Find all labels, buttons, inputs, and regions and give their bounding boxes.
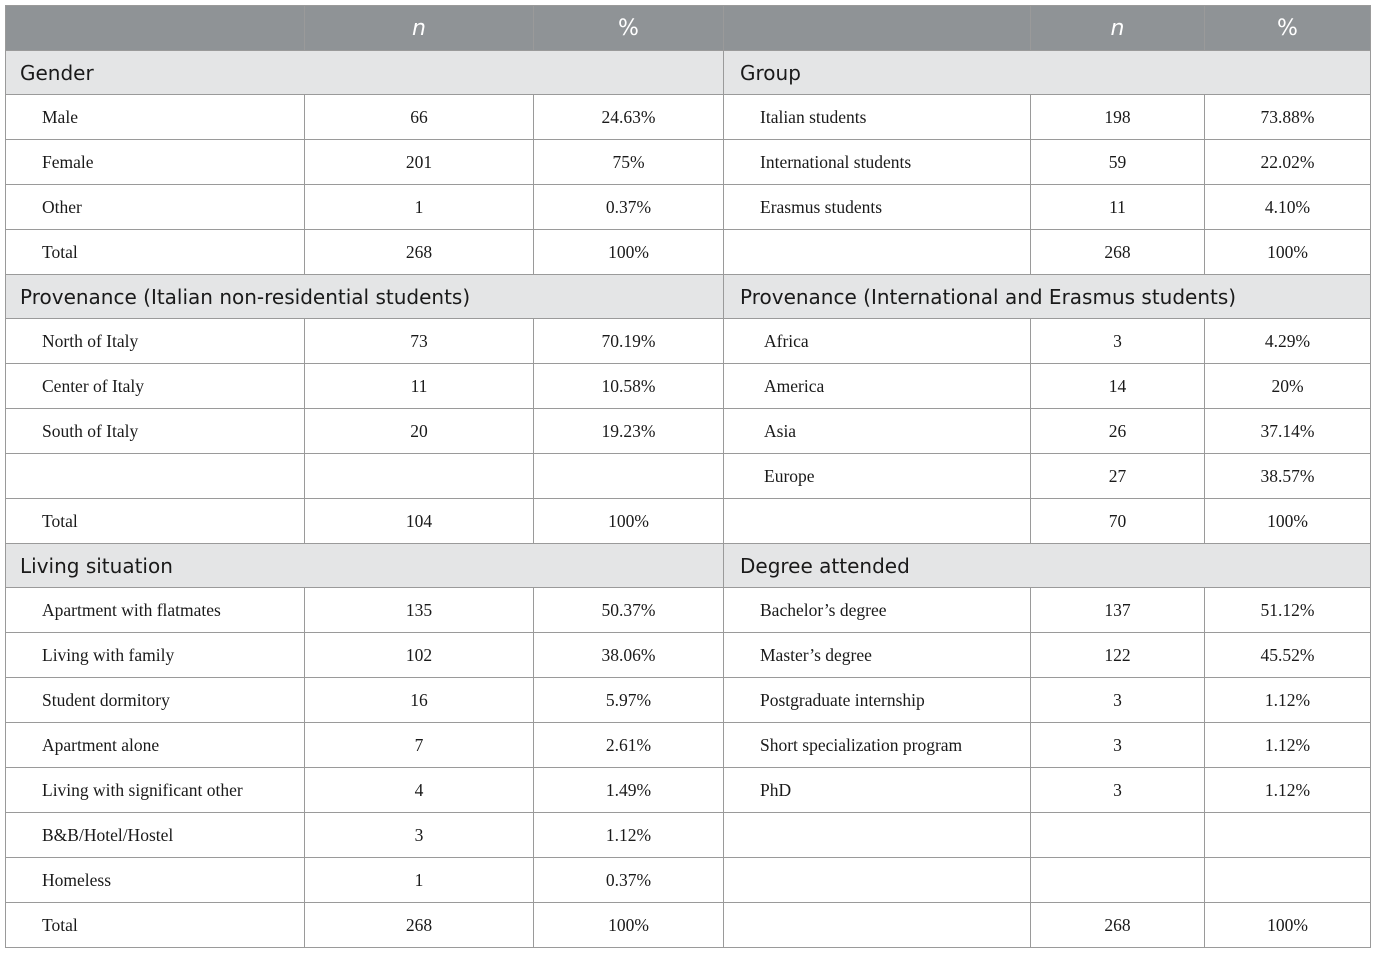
row-label: International students — [724, 140, 1031, 185]
row-label: Bachelor’s degree — [724, 588, 1031, 633]
row-label: PhD — [724, 768, 1031, 813]
row-pct — [1205, 813, 1371, 858]
section-title-provenance-international: Provenance (International and Erasmus students) — [724, 275, 1371, 319]
row-n: 268 — [305, 230, 534, 275]
table-row — [6, 723, 1371, 768]
row-pct: 19.23% — [534, 409, 724, 454]
row-label — [724, 903, 1031, 948]
row-n: 73 — [305, 319, 534, 364]
row-n: 3 — [305, 813, 534, 858]
row-label: Total — [6, 230, 305, 275]
row-n: 16 — [305, 678, 534, 723]
row-pct: 0.37% — [534, 185, 724, 230]
row-n — [1031, 813, 1205, 858]
row-n: 268 — [1031, 903, 1205, 948]
row-label: Male — [6, 95, 305, 140]
row-pct: 100% — [534, 499, 724, 544]
header-empty-left — [6, 6, 305, 51]
table-row — [6, 95, 1371, 140]
header-n-left: n — [305, 6, 534, 51]
row-label: Short specialization program — [724, 723, 1031, 768]
row-n: 3 — [1031, 768, 1205, 813]
section-title-provenance-italian: Provenance (Italian non-residential students) — [6, 275, 724, 319]
row-pct: 1.12% — [1205, 768, 1371, 813]
header-pct-left: % — [534, 6, 724, 51]
row-pct: 2.61% — [534, 723, 724, 768]
demographics-table — [5, 5, 1371, 948]
row-label: Italian students — [724, 95, 1031, 140]
row-n: 11 — [1031, 185, 1205, 230]
row-n: 66 — [305, 95, 534, 140]
table-row — [6, 633, 1371, 678]
section-title-group: Group — [724, 51, 1371, 95]
row-n: 135 — [305, 588, 534, 633]
row-pct: 37.14% — [1205, 409, 1371, 454]
row-label: Other — [6, 185, 305, 230]
table-row — [6, 454, 1371, 499]
table-row — [6, 185, 1371, 230]
row-n: 7 — [305, 723, 534, 768]
table-row — [6, 140, 1371, 185]
row-label: B&B/Hotel/Hostel — [6, 813, 305, 858]
row-n: 70 — [1031, 499, 1205, 544]
row-label: Europe — [724, 454, 1031, 499]
row-n: 102 — [305, 633, 534, 678]
section-title-gender: Gender — [6, 51, 724, 95]
row-pct: 1.49% — [534, 768, 724, 813]
row-pct: 100% — [1205, 903, 1371, 948]
table-row — [6, 588, 1371, 633]
row-n: 11 — [305, 364, 534, 409]
row-pct: 38.06% — [534, 633, 724, 678]
row-pct: 75% — [534, 140, 724, 185]
row-n: 268 — [1031, 230, 1205, 275]
table-row — [6, 768, 1371, 813]
row-n: 1 — [305, 858, 534, 903]
table-row-total — [6, 903, 1371, 948]
row-pct: 0.37% — [534, 858, 724, 903]
row-n: 3 — [1031, 723, 1205, 768]
row-pct: 1.12% — [1205, 723, 1371, 768]
row-pct: 100% — [534, 230, 724, 275]
row-n: 14 — [1031, 364, 1205, 409]
row-n: 4 — [305, 768, 534, 813]
row-n: 20 — [305, 409, 534, 454]
row-pct: 70.19% — [534, 319, 724, 364]
row-pct: 1.12% — [1205, 678, 1371, 723]
row-label: Total — [6, 903, 305, 948]
table-row — [6, 364, 1371, 409]
row-pct: 100% — [1205, 230, 1371, 275]
row-pct: 45.52% — [1205, 633, 1371, 678]
section-row-living-degree — [6, 544, 1371, 588]
row-n: 3 — [1031, 678, 1205, 723]
row-n — [305, 454, 534, 499]
row-label — [724, 813, 1031, 858]
row-pct: 10.58% — [534, 364, 724, 409]
header-empty-right — [724, 6, 1031, 51]
row-n: 201 — [305, 140, 534, 185]
row-pct: 38.57% — [1205, 454, 1371, 499]
row-label — [6, 454, 305, 499]
row-pct: 1.12% — [534, 813, 724, 858]
row-n: 198 — [1031, 95, 1205, 140]
row-label: Apartment with flatmates — [6, 588, 305, 633]
row-pct: 4.29% — [1205, 319, 1371, 364]
row-label — [724, 858, 1031, 903]
row-pct: 50.37% — [534, 588, 724, 633]
row-n: 137 — [1031, 588, 1205, 633]
row-pct: 4.10% — [1205, 185, 1371, 230]
row-pct: 100% — [534, 903, 724, 948]
row-label: Homeless — [6, 858, 305, 903]
row-label: Postgraduate internship — [724, 678, 1031, 723]
section-title-living: Living situation — [6, 544, 724, 588]
row-label: Living with significant other — [6, 768, 305, 813]
row-n: 268 — [305, 903, 534, 948]
section-row-gender-group — [6, 51, 1371, 95]
row-label: Africa — [724, 319, 1031, 364]
table-row-total — [6, 230, 1371, 275]
table-row — [6, 858, 1371, 903]
row-n: 122 — [1031, 633, 1205, 678]
row-pct: 20% — [1205, 364, 1371, 409]
table-row — [6, 678, 1371, 723]
row-pct: 51.12% — [1205, 588, 1371, 633]
row-label: Living with family — [6, 633, 305, 678]
section-row-provenance — [6, 275, 1371, 319]
row-label: Erasmus students — [724, 185, 1031, 230]
table-row — [6, 319, 1371, 364]
header-n-right: n — [1031, 6, 1205, 51]
row-label: Apartment alone — [6, 723, 305, 768]
table-row — [6, 813, 1371, 858]
row-pct: 73.88% — [1205, 95, 1371, 140]
row-n: 26 — [1031, 409, 1205, 454]
row-pct: 5.97% — [534, 678, 724, 723]
row-n: 59 — [1031, 140, 1205, 185]
row-n: 27 — [1031, 454, 1205, 499]
table-row-total — [6, 499, 1371, 544]
row-label — [724, 230, 1031, 275]
row-pct: 22.02% — [1205, 140, 1371, 185]
table-row — [6, 409, 1371, 454]
row-pct: 24.63% — [534, 95, 724, 140]
row-pct — [1205, 858, 1371, 903]
row-label: Center of Italy — [6, 364, 305, 409]
header-pct-right: % — [1205, 6, 1371, 51]
row-n: 3 — [1031, 319, 1205, 364]
row-n: 1 — [305, 185, 534, 230]
row-label — [724, 499, 1031, 544]
row-label: America — [724, 364, 1031, 409]
row-pct: 100% — [1205, 499, 1371, 544]
row-label: South of Italy — [6, 409, 305, 454]
row-label: North of Italy — [6, 319, 305, 364]
row-label: Total — [6, 499, 305, 544]
row-label: Female — [6, 140, 305, 185]
row-label: Student dormitory — [6, 678, 305, 723]
row-n: 104 — [305, 499, 534, 544]
row-label: Master’s degree — [724, 633, 1031, 678]
row-pct — [534, 454, 724, 499]
row-label: Asia — [724, 409, 1031, 454]
row-n — [1031, 858, 1205, 903]
section-title-degree: Degree attended — [724, 544, 1371, 588]
table-header-row — [6, 6, 1371, 51]
